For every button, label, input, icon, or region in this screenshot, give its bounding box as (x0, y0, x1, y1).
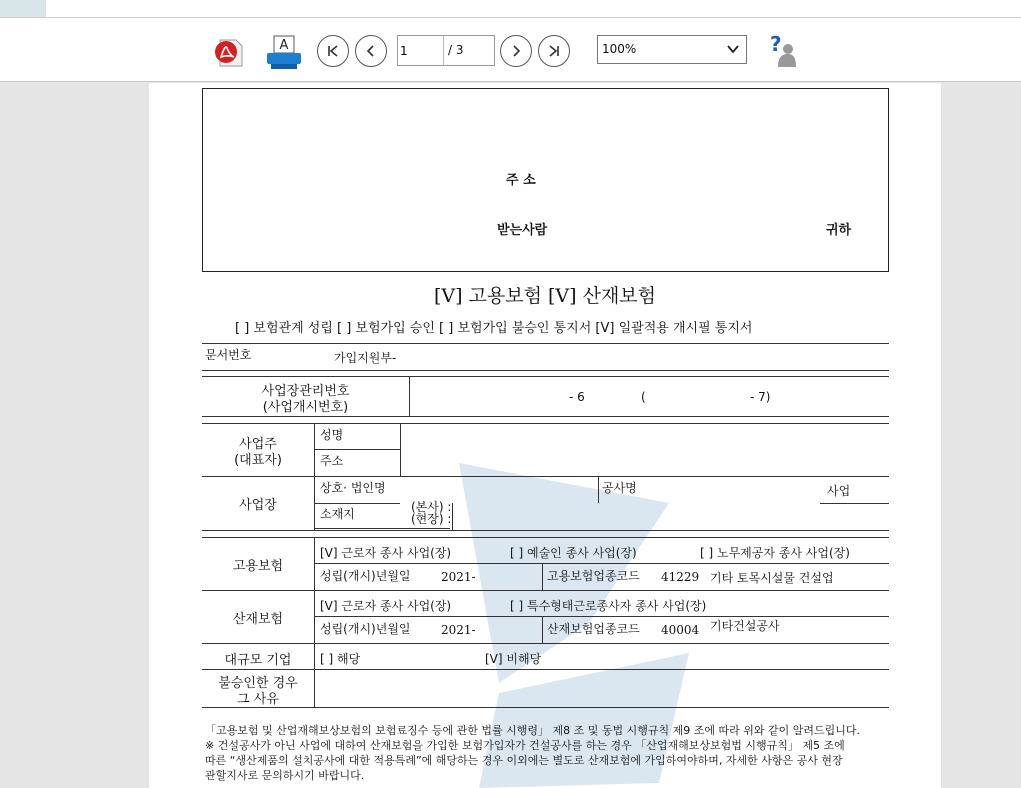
employment-option-worker: [V] 근로자 종사 사업(장) (320, 546, 452, 560)
chevron-down-icon (726, 41, 740, 60)
workplace-label: 사업장 (239, 498, 277, 513)
biz-start-label: (사업개시번호) (262, 400, 349, 415)
business-label: 사업 (827, 484, 851, 498)
zoom-select[interactable] (597, 35, 747, 64)
page-total: / 3 (448, 43, 464, 57)
large-company-applicable: [ ] 해당 (320, 652, 361, 666)
employment-code-description: 기타 토목시설물 건설업 (710, 571, 834, 585)
owner-address-label: 주소 (320, 454, 344, 468)
owner-label: 사업주 (239, 437, 277, 452)
honorific-label: 귀하 (826, 223, 852, 238)
site-address: (현장) : (411, 512, 452, 526)
help-icon[interactable] (762, 33, 798, 73)
top-left-tab-fragment (0, 0, 46, 17)
next-page-button[interactable] (500, 35, 532, 67)
employment-code-label: 고용보험업종코드 (547, 569, 640, 583)
pdf-export-icon[interactable] (212, 36, 248, 72)
employment-option-artist: [ ] 예술인 종사 사업(장) (510, 546, 637, 560)
employment-code-value: 41229 (661, 570, 700, 584)
biz-mgmt-part1: - 6 (569, 390, 585, 404)
page-number-box (397, 35, 495, 66)
legal-basis-note: 「고용보험 및 산업재해보상보험의 보험료징수 등에 관한 법률 시행령」 제8 조 및 동법 시행규칙 제9 조에 따라 위와 같이 알려드립니다. (205, 724, 860, 737)
browser-top-strip (0, 0, 1021, 18)
industrial-option-special: [ ] 특수형태근로종사자 종사 사업(장) (510, 599, 707, 613)
doc-no-label: 문서번호 (205, 348, 252, 362)
industrial-date-label: 성립(개시)년월일 (320, 622, 411, 636)
industrial-insurance-label: 산재보험 (232, 612, 284, 627)
previous-page-button[interactable] (355, 35, 387, 67)
employment-insurance-label: 고용보험 (232, 559, 284, 574)
doc-no-value: 가입지원부- (334, 351, 397, 365)
biz-mgmt-part2: ( (641, 390, 646, 404)
industrial-code-description: 기타건설공사 (710, 619, 780, 633)
address-label: 주 소 (506, 173, 536, 188)
large-company-label: 대규모 기업 (224, 653, 292, 668)
project-name-label: 공사명 (602, 481, 637, 495)
last-page-button[interactable] (538, 35, 570, 67)
industrial-code-label: 산재보험업종코드 (547, 622, 640, 636)
employment-option-labor-provider: [ ] 노무제공자 종사 사업(장) (700, 546, 850, 560)
document-title: [V] 고용보험 [V] 산재보험 (433, 285, 657, 307)
large-company-not-applicable: [V] 비해당 (485, 652, 542, 666)
zoom-value: 100% (602, 42, 637, 56)
construction-note-1: ※ 건설공사가 아닌 사업에 대하여 산재보험을 가입한 보험가입자가 건설공사를 하는 경우 「산업재해보상보험법 시행규칙」 제5 조에 (205, 739, 845, 752)
address-box (202, 88, 889, 272)
company-name-label: 상호· 법인명 (320, 481, 386, 495)
page-number-input[interactable] (398, 36, 444, 65)
document-page (149, 83, 941, 788)
biz-mgmt-part3: - 7) (750, 390, 771, 404)
notice-type-line: [ ] 보험관계 성립 [ ] 보험가입 승인 [ ] 보험가입 불승인 통지서 [V] 일괄적용 개시필 통지서 (235, 321, 753, 336)
recipient-label: 받는사람 (497, 223, 548, 238)
help-glyph: ? (770, 33, 782, 56)
reject-reason-label-2: 그 사유 (237, 692, 279, 707)
employment-date-label: 성립(개시)년월일 (320, 569, 411, 583)
industrial-date-value: 2021- (441, 623, 476, 637)
employment-date-value: 2021- (441, 570, 476, 584)
owner-name-label: 성명 (320, 428, 344, 442)
first-page-button[interactable] (317, 35, 349, 67)
biz-mgmt-label: 사업장관리번호 (261, 384, 350, 399)
location-label: 소재지 (320, 507, 355, 521)
representative-label: (대표자) (234, 453, 282, 468)
print-letter: A (279, 38, 289, 53)
construction-note-2: 따른 “생산제품의 설치공사에 대한 적용특례”에 해당하는 경우 이외에는 별도로 산재보험에 가입하여야하며, 자세한 사항은 공사 현장 (205, 754, 843, 767)
reject-reason-label: 불승인한 경우 (218, 676, 298, 691)
construction-note-3: 관할지사로 문의하시기 바랍니다. (205, 769, 365, 782)
headquarters-address: (본사) : (411, 500, 452, 514)
print-icon[interactable] (265, 34, 303, 76)
viewer-toolbar (0, 18, 1021, 82)
industrial-option-worker: [V] 근로자 종사 사업(장) (320, 599, 452, 613)
industrial-code-value: 40004 (661, 623, 700, 637)
